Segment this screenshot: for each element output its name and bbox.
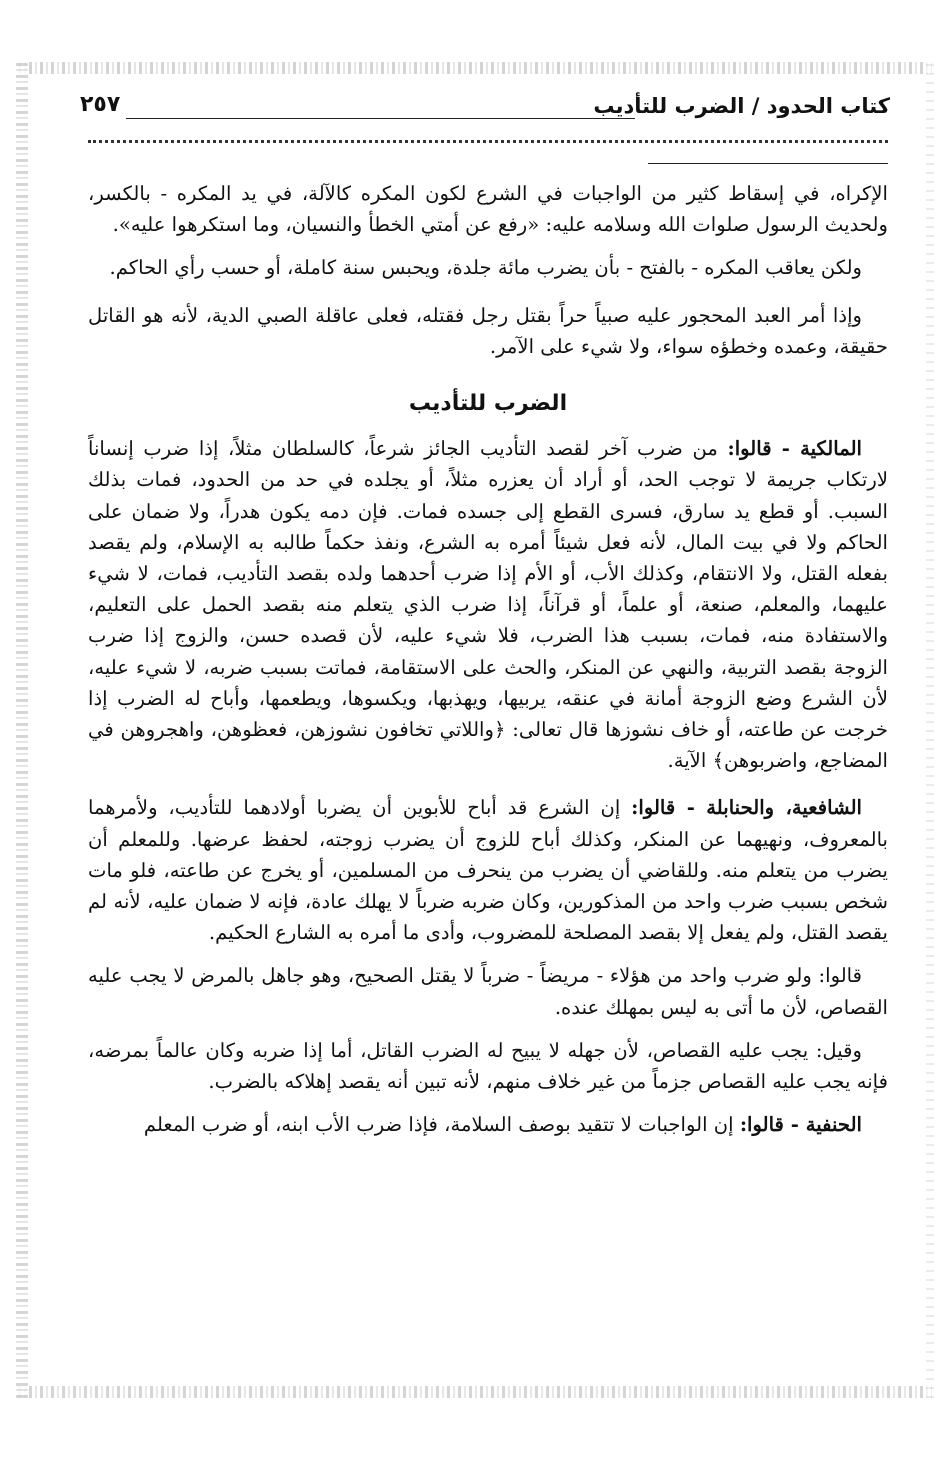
paragraph-hanafiyya — [88, 1109, 888, 1140]
paragraph-shafiiyya-hanabila — [88, 792, 888, 948]
short-separator — [648, 163, 888, 164]
school-label-malikiyya: المالكية - قالوا: — [727, 437, 862, 461]
paragraph-malikiyya-text: من ضرب آخر لقصد التأديب الجائز شرعاً، كالسلطان مثلاً، إذا ضرب إنساناً لارتكاب جريمة لا توجب الحد، أو أراد أن يعزره مثلاً، أو يجلده في حد من الحدود، فمات بذلك السبب. أو قطع يد سارق، فسرى القطع إلى جسده فمات. فإن دمه يكون هدراً، ولا ضمان على الحاكم ولا في بيت المال، لأنه فعل شيئاً أمره به الشرع، ونفذ حكماً طالبه به الإسلام، ولم يقصد بفعله القتل، ولا الانتقام، وكذلك الأب، أو الأم إذا ضرب أحدهما ولده بقصد التأديب، فمات، لا شيء عليهما، والمعلم، صنعة، أو علماً، أو قرآناً، إذا ضرب الذي يتعلم منه بقصد الحمل على التعليم، والاستفادة منه، فمات، بسبب هذا الضرب، فلا شيء عليه، لأن قصده حسن، والزوج إذا ضرب الزوجة بقصد التربية، والنهي عن المنكر، والحث على الاستقامة، فماتت بسبب ضربه، لا شيء عليه، لأن الشرع وضع الزوجة أمانة في عنقه، يربيها، ويهذبها، ويكسوها، ويطعمها، وأباح له الضرب إذا خرجت عن طاعته، أو خاف نشوزها قال تعالى: ﴿واللاتي تخافون نشوزهن، فعظوهن، واهجروهن في المضاجع، واضربوهن﴾ الآية. — [88, 437, 888, 773]
school-label-hanafiyya: الحنفية - قالوا: — [739, 1113, 862, 1137]
dotted-separator — [88, 140, 888, 143]
running-title: كتاب الحدود / الضرب للتأديب — [593, 94, 890, 118]
paragraph-malikiyya — [88, 433, 888, 776]
paragraph-slave-command: وإذا أمر العبد المحجور عليه صبياً حراً بقتل رجل فقتله، فعلى عاقلة الصبي الدية، لأنه هو القاتل حقيقة، وعمده وخطؤه سواء، ولا شيء على الآمر. — [88, 303, 888, 358]
school-label-shafiiyya-hanabila: الشافعية، والحنابلة - قالوا: — [631, 796, 862, 820]
paragraph-hanafiyya-text: إن الواجبات لا تتقيد بوصف السلامة، فإذا ضرب الأب ابنه، أو ضرب المعلم — [143, 1113, 740, 1137]
header-rule — [126, 118, 635, 119]
paragraph-ikrah: الإكراه، في إسقاط كثير من الواجبات في الشرع لكون المكره كالآلة، في يد المكره - بالكسر، ولحديث الرسول صلوات الله وسلامه عليه: «رفع عن أمتي الخطأ والنسيان، وما استكرهوا عليه». — [88, 182, 888, 237]
paragraph-other-opinion: وقيل: يجب عليه القصاص، لأن جهله لا يبيح له الضرب القاتل، أما إذا ضربه وكان عالماً بمرضه، فإنه يجب عليه القصاص جزماً من غير خلاف منهم، لأنه تبين أنه يقصد إهلاكه بالضرب. — [88, 1038, 888, 1094]
decorative-border-left — [16, 62, 28, 1398]
page-body — [88, 178, 888, 1140]
page-header — [80, 92, 890, 132]
section-heading: الضرب للتأديب — [408, 391, 568, 417]
page-number: ٢٥٧ — [80, 92, 121, 117]
paragraph-shafiiyya-hanabila-text: إن الشرع قد أباح للأبوين أن يضربا أولادهما للتأديب، ولأمرهما بالمعروف، ونهيهما عن المنكر، وكذلك أباح للزوج أن يضرب زوجته، لحفظ عرضها. وللمعلم أن يضرب من يتعلم منه. وللقاضي أن يضرب من ينحرف من المسلمين، أو يخرج عن طاعته، فلو مات شخص بسبب ضرب واحد من المذكورين، وكان ضربه ضرباً لا يهلك عادة، فإنه لا ضمان عليه، لأنه لم يقصد القتل، ولم يفعل إلا بقصد المصلحة للمضروب، وأدى ما أمره به الشارع الحكيم. — [88, 796, 888, 945]
paragraph-punishment: ولكن يعاقب المكره - بالفتح - بأن يضرب مائة جلدة، ويحبس سنة كاملة، أو حسب رأي الحاكم. — [109, 256, 862, 280]
paragraph-sick-person: قالوا: ولو ضرب واحد من هؤلاء - مريضاً - ضرباً لا يقتل الصحيح، وهو جاهل بالمرض لا يجب عليه القصاص، لأن ما أتى به ليس بمهلك عنده. — [88, 964, 888, 1019]
decorative-border-bottom — [18, 1386, 932, 1398]
decorative-border-right — [926, 62, 934, 1398]
decorative-border-top — [18, 62, 932, 74]
